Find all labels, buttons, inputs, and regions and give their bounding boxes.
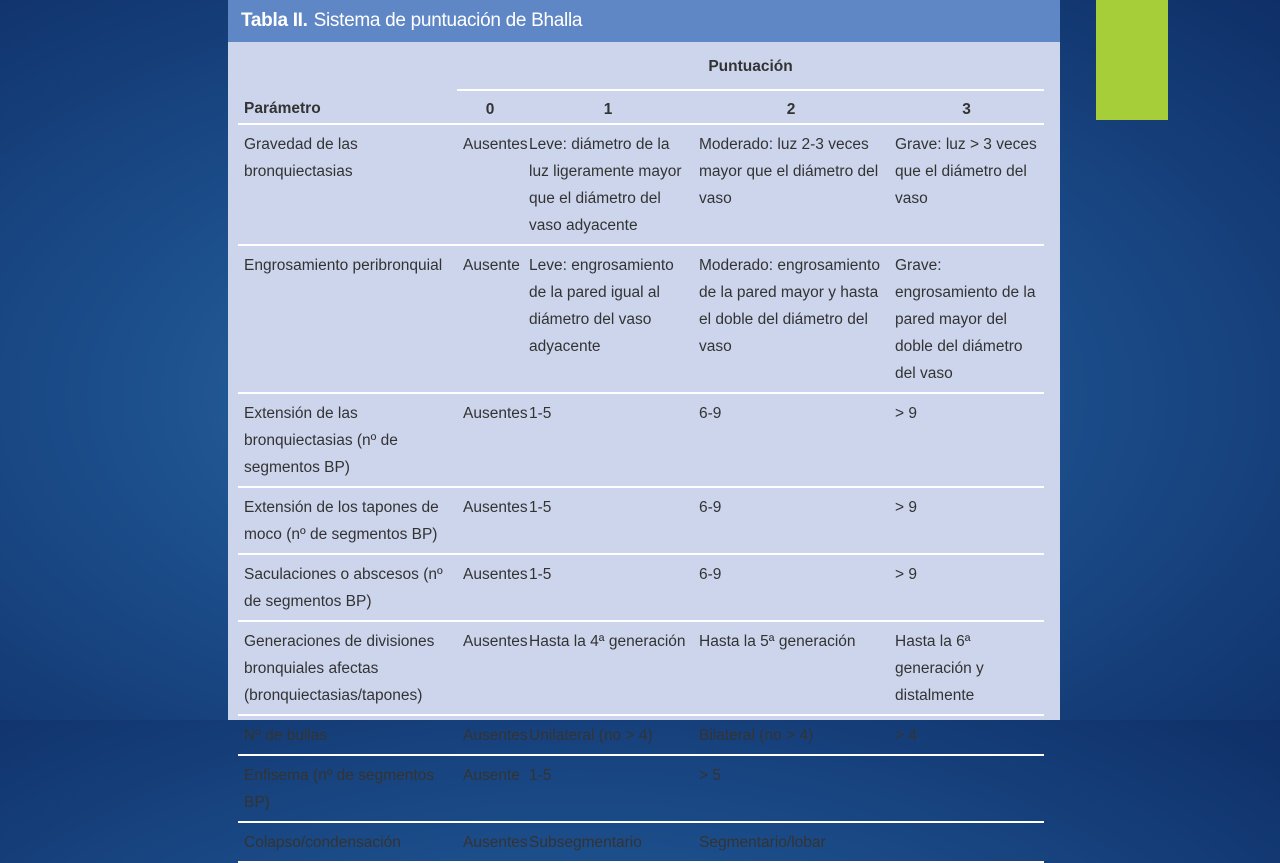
row-score-3: Grave: luz > 3 veces que el diámetro del vaso xyxy=(889,124,1044,245)
row-param: Generaciones de divisiones bronquiales afectas (bronquiectasias/tapones) xyxy=(238,621,457,715)
row-param: Engrosamiento peribronquial xyxy=(238,245,457,393)
row-score-1: Subsegmentario xyxy=(523,822,693,862)
table-title: Sistema de puntuación de Bhalla xyxy=(313,10,583,31)
score-header-0: 0 xyxy=(457,90,523,124)
row-score-3 xyxy=(889,755,1044,822)
row-score-3 xyxy=(889,822,1044,862)
row-score-0: Ausentes xyxy=(457,554,523,621)
row-score-0: Ausentes xyxy=(457,822,523,862)
row-score-2: Hasta la 5ª generación xyxy=(693,621,889,715)
row-score-2: Moderado: engrosamiento de la pared mayor y hasta el doble del diámetro del vaso xyxy=(693,245,889,393)
row-score-2: 6-9 xyxy=(693,554,889,621)
table-row xyxy=(238,487,1044,554)
row-param: Gravedad de las bronquiectasias xyxy=(238,124,457,245)
table-caption xyxy=(228,0,1060,42)
table-row xyxy=(238,554,1044,621)
table-row xyxy=(238,621,1044,715)
row-score-2: > 5 xyxy=(693,755,889,822)
row-param: Saculaciones o abscesos (nº de segmentos BP) xyxy=(238,554,457,621)
row-score-1: Leve: diámetro de la luz ligeramente mayor que el diámetro del vaso adyacente xyxy=(523,124,693,245)
row-score-0: Ausentes xyxy=(457,715,523,755)
row-score-1: 1-5 xyxy=(523,554,693,621)
row-score-0: Ausente xyxy=(457,245,523,393)
score-header-2: 2 xyxy=(693,90,889,124)
row-score-3: > 9 xyxy=(889,393,1044,487)
row-score-2: 6-9 xyxy=(693,487,889,554)
row-score-1: 1-5 xyxy=(523,755,693,822)
row-score-2: Moderado: luz 2-3 veces mayor que el diámetro del vaso xyxy=(693,124,889,245)
table-row xyxy=(238,755,1044,822)
row-score-1: Unilateral (no > 4) xyxy=(523,715,693,755)
row-score-1: 1-5 xyxy=(523,393,693,487)
score-header-3: 3 xyxy=(889,90,1044,124)
row-param: Extensión de las bronquiectasias (nº de segmentos BP) xyxy=(238,393,457,487)
row-score-2: Segmentario/lobar xyxy=(693,822,889,862)
table-row xyxy=(238,124,1044,245)
row-param: Colapso/condensación xyxy=(238,822,457,862)
table-row xyxy=(238,822,1044,862)
score-header-1: 1 xyxy=(523,90,693,124)
row-score-2: Bilateral (no > 4) xyxy=(693,715,889,755)
row-score-3: Hasta la 6ª generación y distalmente xyxy=(889,621,1044,715)
row-score-0: Ausentes xyxy=(457,487,523,554)
row-param: Extensión de los tapones de moco (nº de segmentos BP) xyxy=(238,487,457,554)
row-score-3: > 4 xyxy=(889,715,1044,755)
row-score-0: Ausentes xyxy=(457,621,523,715)
accent-bar xyxy=(1096,0,1168,120)
row-score-1: Leve: engrosamiento de la pared igual al diámetro del vaso adyacente xyxy=(523,245,693,393)
row-score-0: Ausentes xyxy=(457,393,523,487)
row-param: Enfisema (nº de segmentos BP) xyxy=(238,755,457,822)
row-param: Nº de bullas xyxy=(238,715,457,755)
row-score-0: Ausentes xyxy=(457,124,523,245)
row-score-3: Grave: engrosamiento de la pared mayor del doble del diámetro del vaso xyxy=(889,245,1044,393)
row-score-1: Hasta la 4ª generación xyxy=(523,621,693,715)
table-label: Tabla II. xyxy=(241,10,308,31)
score-group-header: Puntuación xyxy=(457,42,1044,90)
row-score-3: > 9 xyxy=(889,487,1044,554)
table-row xyxy=(238,393,1044,487)
row-score-2: 6-9 xyxy=(693,393,889,487)
row-score-3: > 9 xyxy=(889,554,1044,621)
row-score-0: Ausente xyxy=(457,755,523,822)
table-document xyxy=(228,0,1060,851)
param-header: Parámetro xyxy=(238,90,457,124)
table-row xyxy=(238,715,1044,755)
bhalla-score-table xyxy=(238,42,1044,863)
row-score-1: 1-5 xyxy=(523,487,693,554)
table-row xyxy=(238,245,1044,393)
